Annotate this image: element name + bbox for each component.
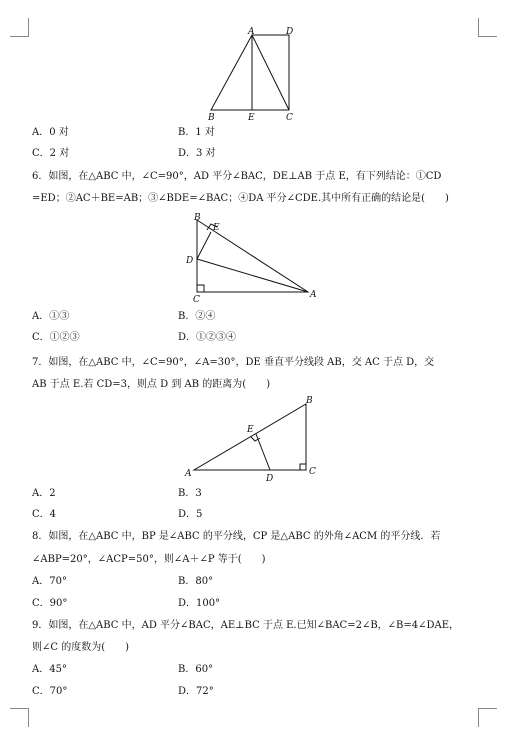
q7-label-d: D [266,474,274,484]
crop-mark-top-left [10,18,29,37]
q8-option-b[interactable]: B．80° [178,576,214,587]
q6-segment-de [197,232,211,259]
q7-right-angle-c [300,464,306,470]
q5-label-a: A [248,27,255,37]
q6-label-d: D [186,256,194,266]
q9-option-c[interactable]: C．70° [32,686,68,697]
q5-option-c[interactable]: C．2 对 [32,148,70,159]
q5-figure [200,26,310,122]
q6-figure [186,212,322,304]
q8-stem-line-2: ∠ABP=20°，∠ACP=50°，则∠A＋∠P 等于( ) [32,554,266,565]
crop-mark-bottom-left [10,708,29,727]
q5-label-c: C [286,113,293,122]
q6-label-b: B [194,213,201,223]
q6-option-b[interactable]: B．②④ [178,311,216,322]
q9-option-b[interactable]: B．60° [178,664,214,675]
q6-option-c[interactable]: C．①②③ [32,332,80,343]
q5-segment-ac [252,35,289,110]
q6-option-a[interactable]: A．①③ [32,311,70,322]
q7-label-b: B [306,396,313,406]
q7-option-d[interactable]: D．5 [178,509,203,520]
q8-option-d[interactable]: D．100° [178,598,221,609]
q7-label-a: A [185,469,192,479]
q6-label-c: C [193,295,200,304]
q6-label-e: E [213,223,220,233]
q5-label-b: B [208,113,215,122]
q5-label-e: E [248,113,255,122]
crop-mark-bottom-right [478,708,497,727]
q6-stem-line-2: =ED；②AC＋BE=AB；③∠BDE=∠BAC；④DA 平分∠CDE.其中所有正确的结论是( ) [32,193,449,204]
q9-option-a[interactable]: A．45° [32,664,67,675]
q9-stem-line-1: 9．如图，在△ABC 中，AD 平分∠BAC，AE⊥BC 于点 E.已知∠BAC=2∠B，∠B=4∠DAE， [32,620,460,631]
q8-stem-line-1: 8．如图，在△ABC 中，BP 是∠ABC 的平分线，CP 是△ABC 的外角∠ACM 的平分线．若 [32,531,441,542]
q7-label-e: E [247,425,254,435]
q5-quadrilateral [211,35,289,110]
q6-option-d[interactable]: D．①②③④ [178,332,237,343]
q7-stem-line-1: 7．如图，在△ABC 中，∠C=90°，∠A=30°，DE 垂直平分线段 AB，交 AC 于点 D，交 [32,357,435,368]
q5-option-b[interactable]: B．1 对 [178,127,215,138]
q6-label-a: A [310,290,317,300]
q7-option-c[interactable]: C．4 [32,509,57,520]
q5-option-d[interactable]: D．3 对 [178,148,216,159]
q7-stem-line-2: AB 于点 E.若 CD=3，则点 D 到 AB 的距离为( ) [32,379,271,390]
crop-mark-top-right [478,18,497,37]
q6-segment-ad [197,259,308,292]
q6-right-angle-c [197,285,204,292]
q8-option-c[interactable]: C．90° [32,598,68,609]
q9-option-d[interactable]: D．72° [178,686,214,697]
q7-option-a[interactable]: A．2 [32,488,56,499]
q8-option-a[interactable]: A．70° [32,576,67,587]
q9-stem-line-2: 则∠C 的度数为( ) [32,642,130,653]
q7-figure [180,394,320,486]
q7-label-c: C [309,467,316,477]
q7-option-b[interactable]: B．3 [178,488,202,499]
q5-option-a[interactable]: A．0 对 [32,127,69,138]
q7-triangle [194,404,306,470]
q6-stem-line-1: 6．如图，在△ABC 中，∠C=90°，AD 平分∠BAC，DE⊥AB 于点 E，有下列结论：①CD [32,171,442,182]
q5-label-d: D [286,27,294,37]
